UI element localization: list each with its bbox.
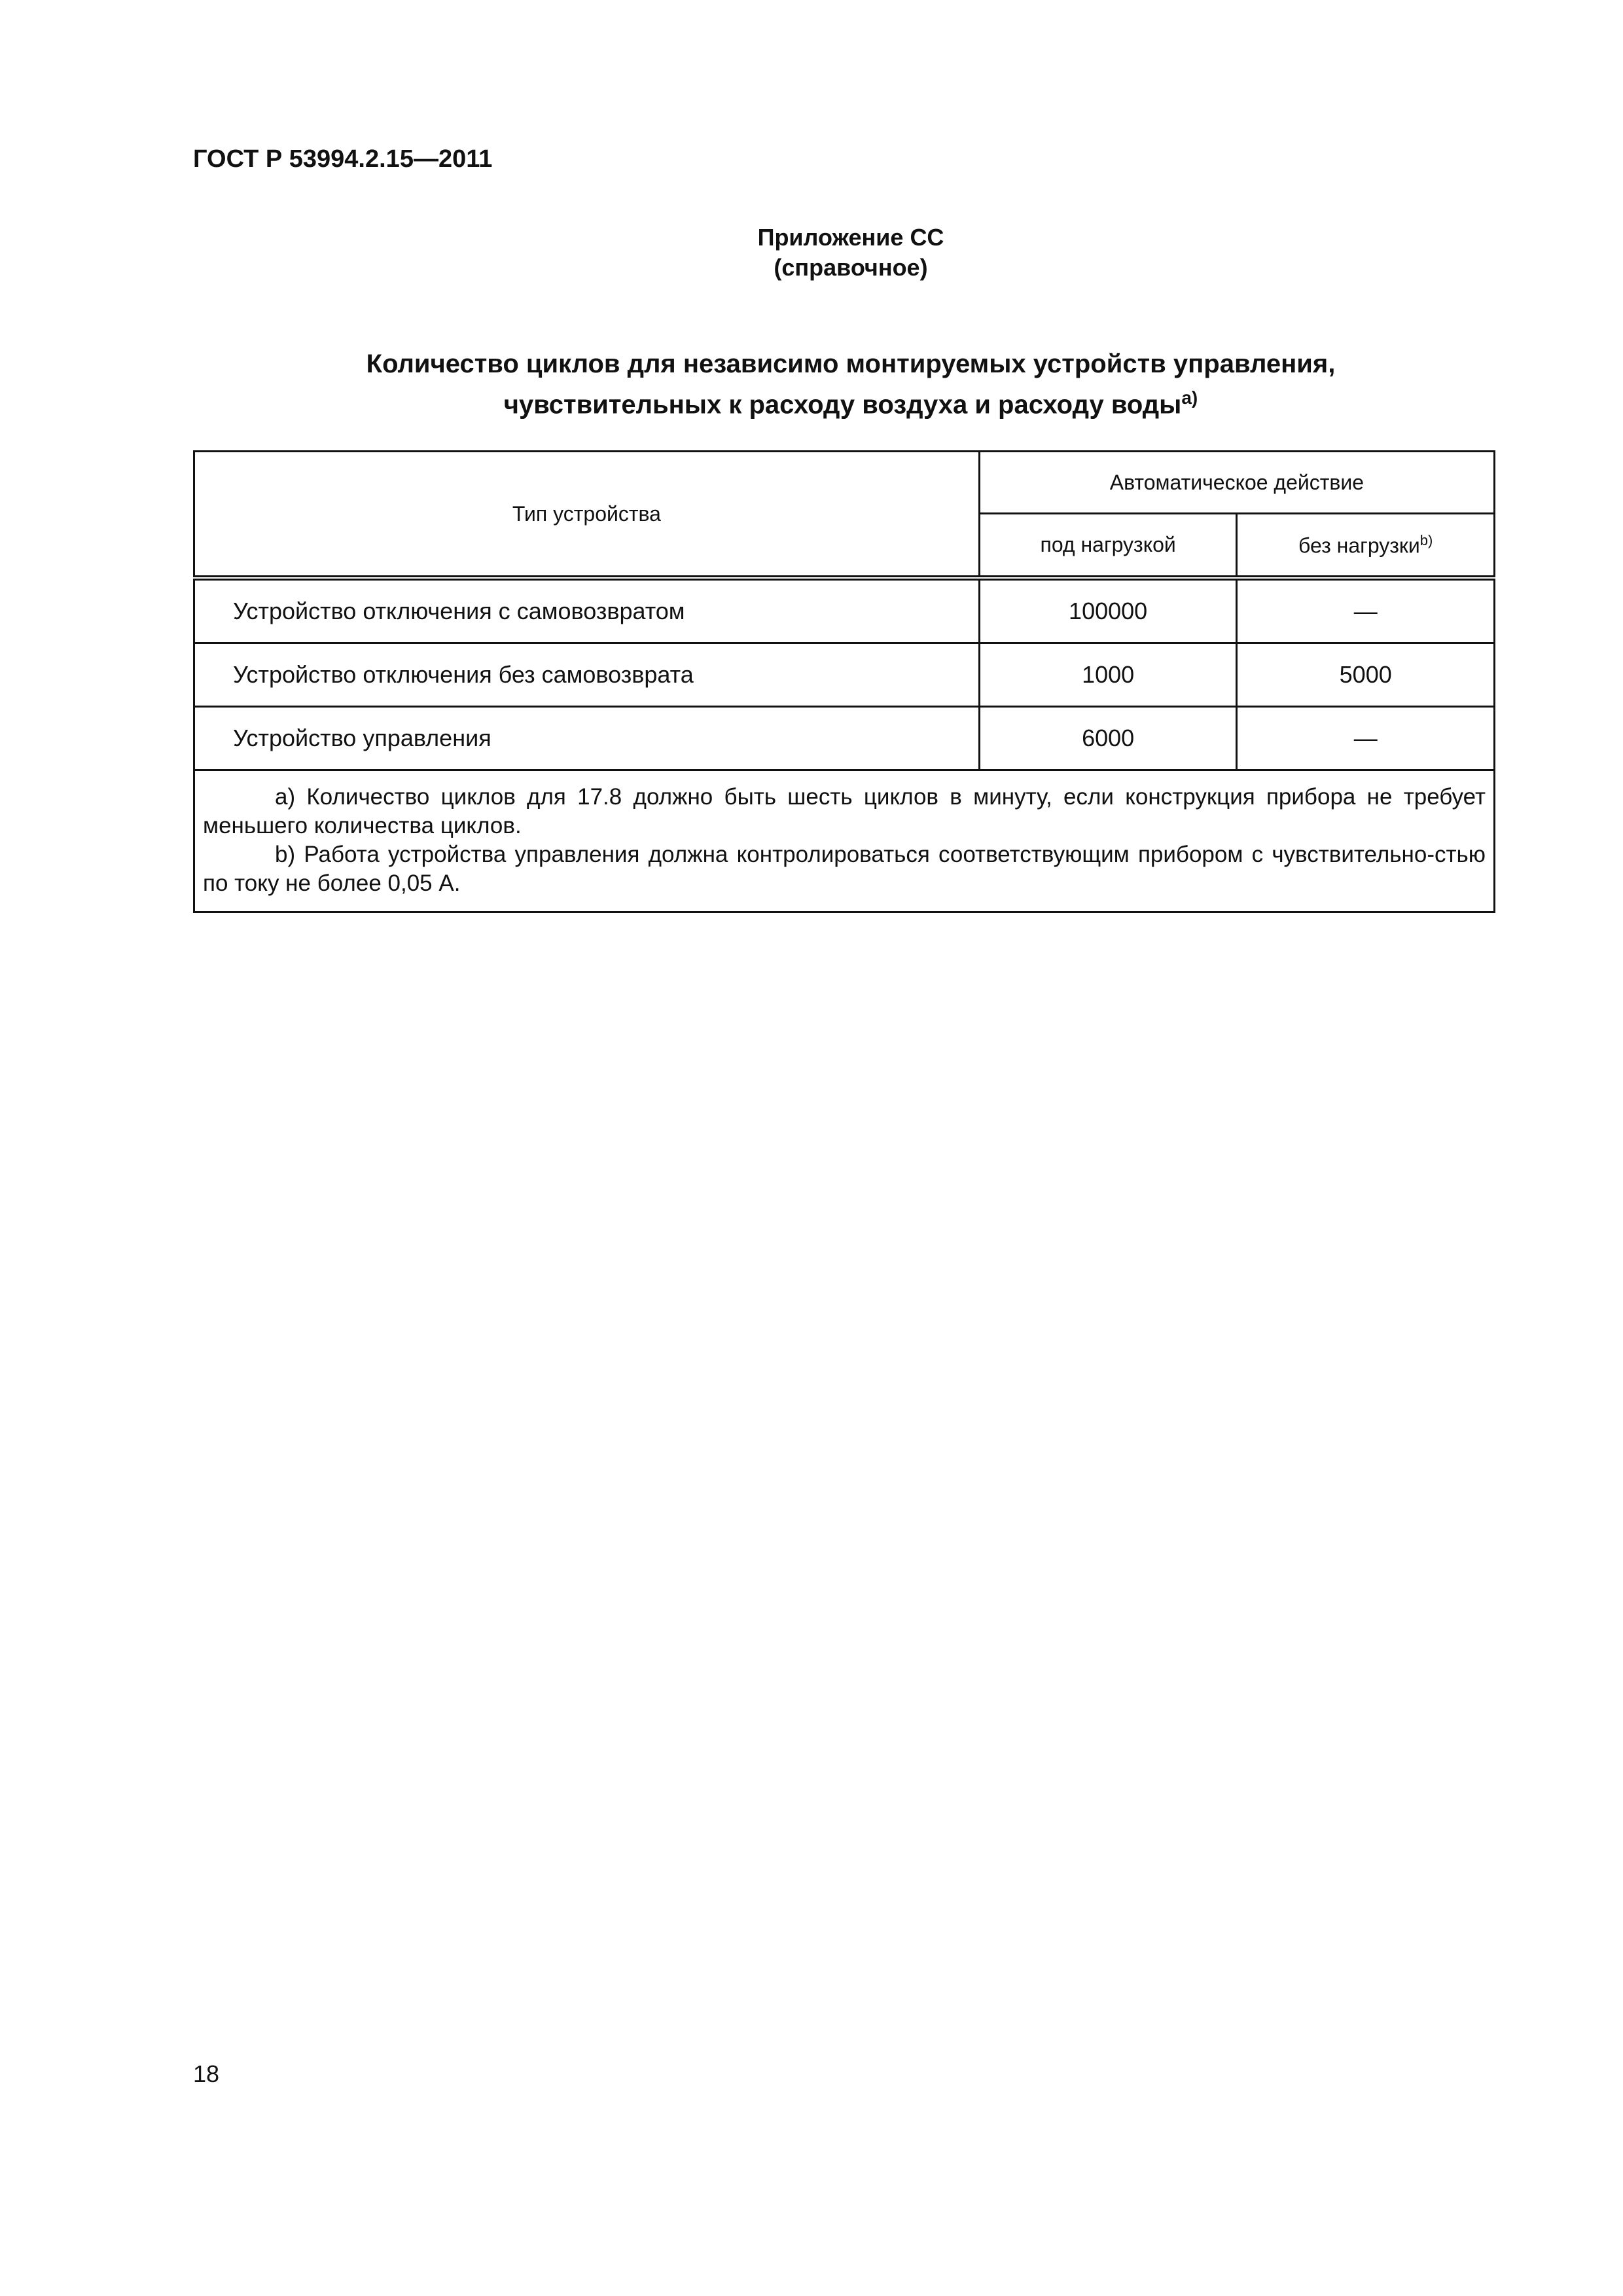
table-notes-row bbox=[194, 770, 1495, 912]
cycles-under-load: 1000 bbox=[979, 643, 1237, 707]
table-row bbox=[194, 707, 1495, 770]
document-code: ГОСТ Р 53994.2.15—2011 bbox=[193, 145, 493, 173]
table-title-line1: Количество циклов для независимо монтируемых устройств управления, bbox=[366, 350, 1336, 378]
cycles-under-load: 100000 bbox=[979, 578, 1237, 643]
cycles-table bbox=[193, 450, 1495, 913]
header-no-load-footnote-mark: b) bbox=[1419, 531, 1433, 548]
cycles-no-load: — bbox=[1237, 707, 1495, 770]
table-header-row bbox=[194, 452, 1495, 514]
header-no-load-text: без нагрузки bbox=[1298, 533, 1420, 558]
page-number: 18 bbox=[193, 2060, 220, 2087]
annex-type: (справочное) bbox=[774, 254, 928, 281]
header-under-load: под нагрузкой bbox=[979, 514, 1237, 578]
header-no-load bbox=[1237, 514, 1495, 578]
footnote-a: a) Количество циклов для 17.8 должно быть шесть циклов в минуту, если конструкция прибора не требует меньшего количества циклов. bbox=[203, 784, 1486, 838]
annex-heading bbox=[0, 223, 1623, 283]
cycles-no-load: — bbox=[1237, 578, 1495, 643]
header-automatic-action: Автоматическое действие bbox=[979, 452, 1494, 514]
device-name: Устройство управления bbox=[194, 707, 980, 770]
table-title bbox=[0, 347, 1623, 422]
cycles-no-load: 5000 bbox=[1237, 643, 1495, 707]
cycles-under-load: 6000 bbox=[979, 707, 1237, 770]
table-row bbox=[194, 578, 1495, 643]
table-title-line2 bbox=[0, 381, 1623, 422]
table-row bbox=[194, 643, 1495, 707]
header-device-type: Тип устройства bbox=[194, 452, 980, 579]
table-title-line2-text: чувствительных к расходу воздуха и расходу воды bbox=[503, 390, 1182, 420]
device-name: Устройство отключения без самовозврата bbox=[194, 643, 980, 707]
footnote-b: b) Работа устройства управления должна контролироваться соответствующим прибором с чувствительно-стью по току не более 0,05 А. bbox=[203, 842, 1486, 896]
annex-label: Приложение СС bbox=[757, 224, 944, 251]
table-title-footnote-mark: a) bbox=[1181, 387, 1198, 408]
device-name: Устройство отключения с самовозвратом bbox=[194, 578, 980, 643]
table-notes bbox=[194, 770, 1495, 912]
